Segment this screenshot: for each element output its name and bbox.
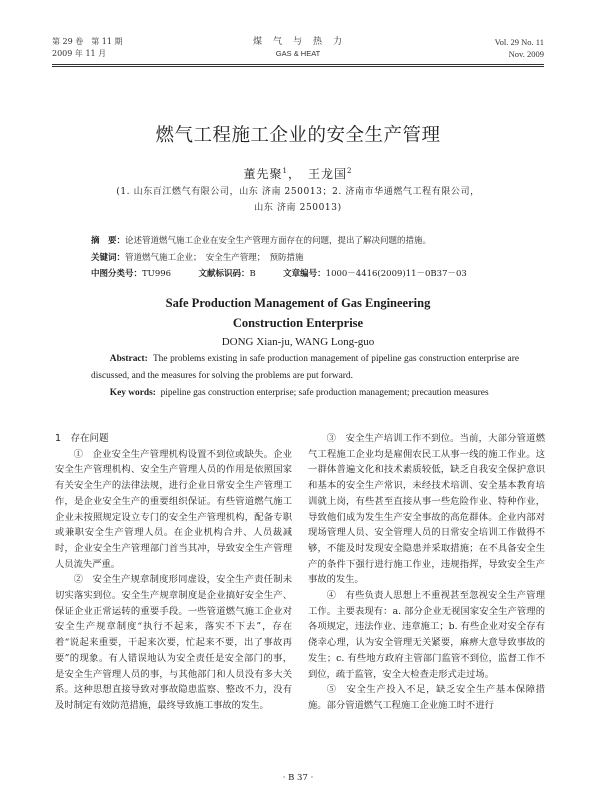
article-title-en-line-2: Construction Enterprise bbox=[232, 316, 364, 330]
header-rule bbox=[52, 64, 544, 65]
volume-issue-text: 第 29 卷 第 11 期 bbox=[52, 37, 123, 46]
issue-date-text: 2009 年 11 月 bbox=[52, 49, 107, 58]
author-separator: ， bbox=[287, 167, 308, 181]
article-no-label: 文章编号： bbox=[283, 269, 326, 279]
body-paragraph: ③ 安全生产培训工作不到位。当前，大部分管道燃气工程施工企业均是雇佣农民工从事一线的施工作业。这一群体普遍文化和技术素质较低，缺乏自我安全保护意识和基本的安全生产常识，未经技术培训、安全基本教育培训就上岗，有些甚至直接从事一些危险作业、特种作业，导致他们成为发生生产安全事故的高危群体。企业内部对现场管理人员、安全管理人员的日常安全培训工作做得不够，不能及时发现安全隐患并采取措施；在不具备安全生产的条件下强行进行施工作业，违规指挥，导致安全生产事故的发生。 bbox=[308, 433, 545, 586]
abstract-en-text: The problems existing in safe production management of pipeline gas construction enterprise are discussed, and the measures for solving the problems are put forward. bbox=[91, 354, 519, 381]
body-column-left bbox=[55, 431, 292, 714]
article-title-en-line-1: Safe Production Management of Gas Engineering bbox=[165, 296, 431, 310]
body-paragraph: ⑤ 安全生产投入不足，缺乏安全生产基本保障措施。部分管道燃气工程施工企业施工时不进行 bbox=[308, 684, 545, 711]
header-rule-thin bbox=[52, 66, 544, 67]
author-2-affil-mark: 2 bbox=[347, 167, 353, 175]
journal-name-cn: 煤 气 与 热 力 bbox=[252, 37, 343, 47]
clc-label: 中图分类号： bbox=[91, 269, 143, 279]
keywords-en bbox=[91, 385, 519, 402]
author-2: 王龙国 bbox=[308, 167, 348, 181]
journal-volume-en bbox=[495, 36, 544, 60]
authors-cn bbox=[0, 165, 596, 182]
keywords-en-label: Key words: bbox=[109, 388, 156, 398]
issue-date-en-text: Nov. 2009 bbox=[508, 49, 544, 59]
abstract-en bbox=[91, 351, 519, 385]
clc-value: TU996 bbox=[142, 269, 172, 279]
abstract-cn-text: 论述管道燃气施工企业在安全生产管理方面存在的问题，提出了解决问题的措施。 bbox=[125, 236, 432, 246]
author-1: 董先聚 bbox=[243, 167, 283, 181]
body-column-right bbox=[308, 431, 545, 714]
body-paragraph: ④ 有些负责人思想上不重视甚至忽视安全生产管理工作。主要表现有：a. 部分企业无视国家安全生产管理的各项规定，违法作业、违章施工；b. 有些企业对安全存有侥幸心理，认为安全管理无关紧要，麻痹大意导致事故的发生；c. 有些地方政府主管部门监管不到位，监督工作不到位，疏于监管，安全大检查走形式走过场。 bbox=[308, 590, 545, 680]
journal-name-en: GAS & HEAT bbox=[275, 49, 321, 58]
keywords-en-text: pipeline gas construction enterprise; safe production management; precaution measures bbox=[160, 388, 489, 398]
section-heading: 1 存在问题 bbox=[55, 433, 109, 444]
abstract-en-label: Abstract: bbox=[109, 354, 148, 364]
author-1-affil-mark: 1 bbox=[282, 167, 288, 175]
keywords-cn-text: 管道燃气施工企业； 安全生产管理； 预防措施 bbox=[125, 253, 304, 263]
body-paragraph: ② 安全生产规章制度形同虚设，安全生产责任制未切实落实到位。安全生产规章制度是企业搞好安全生产、保证企业正常运转的重要手段。一些管道燃气施工企业对安全生产规章制度“执行不起来，落实不下去”，存在着“说起来重要，干起来次要，忙起来不要，出了事故再要”的现象。有人错误地认为安全责任是安全部门的事，是安全生产管理人员的事，与其他部门和人员没有多大关系。这种思想直接导致对事故隐患监察、整改不力，没有及时制定有效防范措施，最终导致施工事故的发生。 bbox=[55, 574, 292, 711]
body-paragraph: ① 企业安全生产管理机构设置不到位或缺失。企业安全生产管理机构、安全生产管理人员的作用是依照国家有关安全生产的法律法规，进行企业日常安全生产管理工作，是企业安全生产的重要组织保证。有些管道燃气施工企业未按照规定设立专门的安全生产管理机构，配备专职或兼职安全生产管理人员。在企业机构合并、人员裁减时，企业安全生产管理部门首当其冲，导致安全生产管理人员流失严重。 bbox=[55, 448, 292, 570]
abstract-cn-label: 摘 要： bbox=[91, 236, 126, 246]
article-no-value: 1000－4416(2009)11－0B37－03 bbox=[325, 269, 467, 279]
affiliation-line-1: (1. 山东百江燃气有限公司，山东 济南 250013；2. 济南市华通燃气工程有限公司， bbox=[116, 187, 480, 197]
page-number: · B 37 · bbox=[282, 773, 314, 783]
article-title-cn: 燃气工程施工企业的安全生产管理 bbox=[155, 125, 441, 146]
doc-code-label: 文献标识码： bbox=[198, 269, 250, 279]
classification-line bbox=[91, 268, 467, 280]
affiliation-line-2: 山东 济南 250013) bbox=[254, 203, 342, 213]
authors-en: DONG Xian-ju, WANG Long-guo bbox=[221, 336, 375, 348]
volume-issue-en-text: Vol. 29 No. 11 bbox=[494, 37, 544, 47]
keywords-cn bbox=[91, 252, 304, 264]
doc-code-value: B bbox=[249, 269, 256, 279]
keywords-cn-label: 关键词： bbox=[91, 253, 126, 263]
abstract-cn bbox=[91, 235, 431, 247]
